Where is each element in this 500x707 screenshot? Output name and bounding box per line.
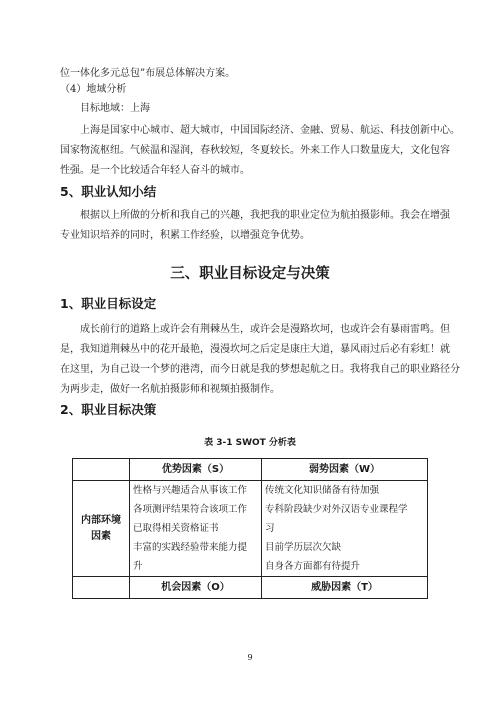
swot-internal-row: [73, 481, 428, 577]
strengths-cell: [130, 481, 262, 577]
goal-setting-line-4: 为两步走，做好一名航拍摄影师和视频拍摄制作。: [60, 384, 280, 395]
swot-external-header-row: [73, 577, 428, 599]
summary-line-1: 根据以上所做的分析和我自己的兴趣，我把我的职业定位为航拍摄影师。我会在增强: [80, 210, 450, 221]
weakness-item: 传统文化知识储备有待加强: [265, 485, 380, 496]
strength-item: 升: [133, 561, 143, 572]
page-number: 9: [247, 653, 253, 662]
strength-item: 丰富的实践经验带来能力提: [133, 542, 248, 553]
weakness-item: 专科阶段缺少对外汉语专业课程学: [265, 504, 408, 515]
chapter-title: 三、职业目标设定与决策: [170, 266, 330, 282]
strength-item: 各项测评结果符合该项工作: [133, 504, 248, 515]
swot-table: [72, 458, 428, 599]
goal-setting-heading: 1、职业目标设定: [60, 296, 157, 311]
strength-item: 性格与兴趣适合从事该工作: [133, 485, 248, 496]
summary-line-2: 专业知识培养的同时，积累工作经验，以增强竞争优势。: [60, 230, 310, 241]
internal-label-line-1: 内部环境: [81, 514, 121, 526]
region-heading: （4）地域分析: [60, 84, 127, 95]
weakness-item: 自身各方面都有待提升: [265, 561, 361, 572]
region-line-2: 国家物流枢纽。气候温和湿润，春秋较短，冬夏较长。外来工作人口数量庞大，文化包容: [60, 145, 450, 156]
weaknesses-header: 弱势因素（W）: [262, 459, 428, 481]
internal-label-line-2: 因素: [91, 530, 111, 542]
goal-setting-line-1: 成长前行的道路上或许会有荆棘丛生，或许会是漫路坎坷，也或许会有暴雨雷鸣。但: [80, 324, 450, 335]
weaknesses-cell: [262, 481, 428, 577]
swot-corner-cell: [73, 459, 130, 481]
swot-header-row: [73, 459, 428, 481]
weakness-item: 目前学历层次欠缺: [265, 542, 342, 553]
opportunities-header: 机会因素（O）: [130, 577, 262, 599]
region-line-3: 性强。是一个比较适合年轻人奋斗的城市。: [60, 165, 250, 176]
threats-header: 威胁因素（T）: [262, 577, 428, 599]
table-caption: 表 3-1 SWOT 分析表: [204, 438, 296, 448]
goal-setting-line-3: 在这里，为自己设一个梦的港湾，而今日就是我的梦想起航之日。我将我自己的职业路径分: [60, 364, 460, 375]
strength-item: 已取得相关资格证书: [133, 523, 219, 534]
goal-decision-heading: 2、职业目标决策: [60, 402, 157, 417]
weakness-item: 习: [265, 523, 275, 534]
region-target: 目标地域：上海: [80, 103, 150, 114]
summary-heading: 5、职业认知小结: [60, 184, 157, 199]
intro-line: 位一体化多元总包”布展总体解决方案。: [60, 68, 236, 79]
internal-factors-label: [73, 481, 130, 577]
region-line-1: 上海是国家中心城市、超大城市，中国国际经济、金融、贸易、航运、科技创新中心。: [80, 125, 460, 136]
swot-external-corner-cell: [73, 577, 130, 599]
strengths-header: 优势因素（S）: [130, 459, 262, 481]
goal-setting-line-2: 是，我知道荆棘丛中的花开最艳，漫漫坎坷之后定是康庄大道，暴风雨过后必有彩虹！就: [60, 344, 450, 355]
